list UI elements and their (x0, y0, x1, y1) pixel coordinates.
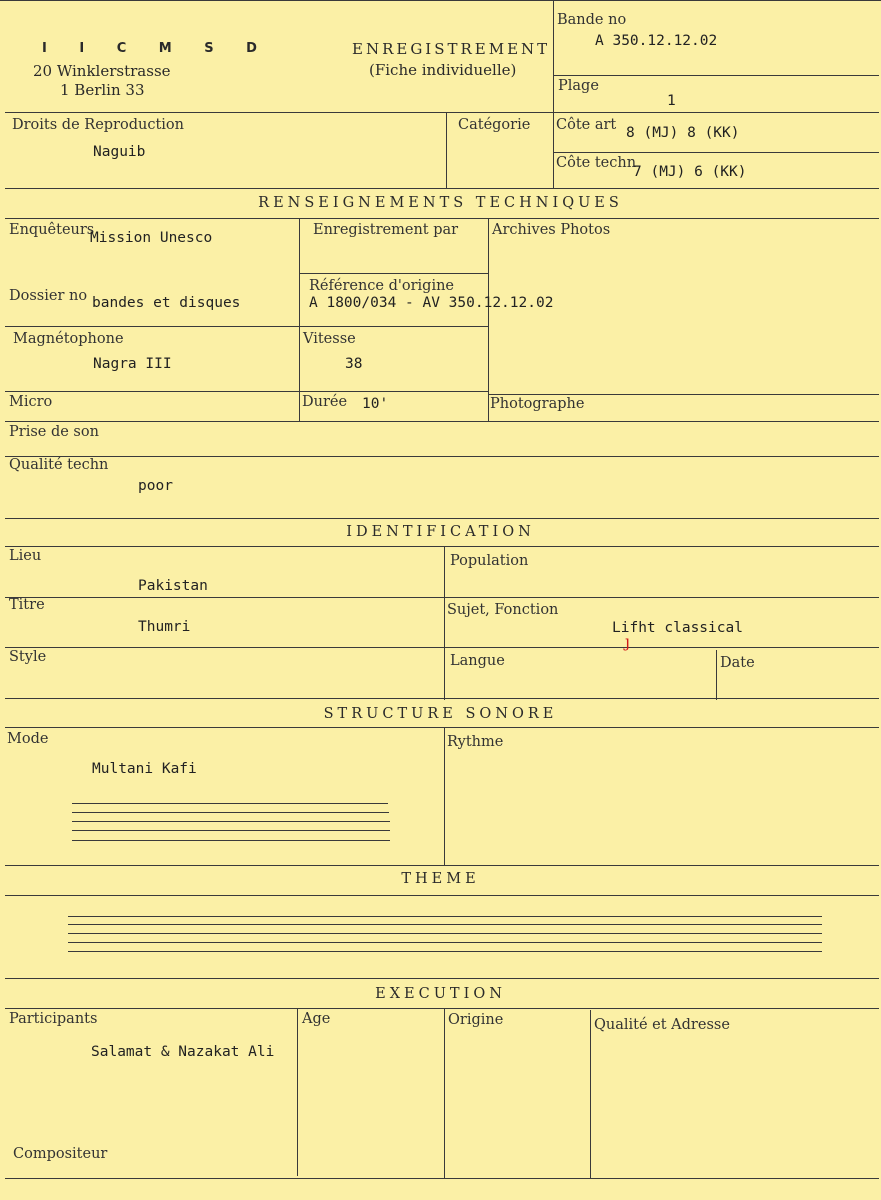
rule-bottom (5, 1178, 879, 1179)
rule-theme-bottom (5, 978, 879, 979)
rule-execution-title (5, 1008, 879, 1009)
qualite-adresse-label: Qualité et Adresse (594, 1017, 730, 1033)
mode-line-1 (72, 803, 388, 804)
rule-langue-date (716, 650, 717, 700)
rule-tech-col2 (488, 218, 489, 422)
dossier-value: bandes et disques (92, 295, 241, 311)
lieu-label: Lieu (9, 548, 42, 564)
lieu-value: Pakistan (138, 578, 208, 594)
section-structure-sonore: STRUCTURE SONORE (323, 706, 558, 722)
style-label: Style (9, 649, 47, 665)
photographe-label: Photographe (490, 396, 585, 412)
cote-art-value: 8 (MJ) 8 (KK) (626, 125, 740, 141)
droits-label: Droits de Reproduction (12, 117, 184, 133)
theme-line-3 (68, 933, 822, 934)
magnetophone-value: Nagra III (93, 356, 172, 372)
form-title: ENREGISTREMENT (352, 40, 551, 58)
rule-mode-rythme (444, 727, 445, 865)
theme-line-5 (68, 951, 822, 952)
red-correction-mark: ȷ (625, 632, 630, 651)
cote-techn-value: 7 (MJ) 6 (KK) (633, 164, 747, 180)
rule-magneto-micro (5, 391, 488, 392)
org-name: I I C M S D (42, 41, 271, 56)
mode-label: Mode (7, 731, 49, 747)
address-line-1: 20 Winklerstrasse (33, 62, 171, 80)
section-identification: IDENTIFICATION (346, 524, 535, 540)
origine-label: Origine (448, 1012, 504, 1028)
rule-header-right (553, 0, 554, 188)
theme-line-1 (68, 916, 822, 917)
reference-value: A 1800/034 - AV 350.12.12.02 (309, 295, 554, 311)
droits-value: Naguib (93, 144, 146, 160)
titre-value: Thumri (138, 619, 191, 635)
titre-label: Titre (9, 597, 45, 613)
population-label: Population (450, 553, 529, 569)
rule-cote (553, 152, 879, 153)
langue-label: Langue (450, 653, 505, 669)
rule-prise-bottom (5, 456, 879, 457)
duree-value: 10' (362, 396, 389, 412)
rule-exec-col2 (444, 1008, 445, 1178)
magnetophone-label: Magnétophone (13, 331, 124, 347)
cote-art-label: Côte art (556, 117, 617, 133)
rule-ident-col (444, 546, 445, 700)
mode-line-5 (72, 840, 390, 841)
theme-line-2 (68, 924, 822, 925)
rule-exec-col3 (590, 1010, 591, 1178)
section-theme: THEME (401, 871, 480, 887)
age-label: Age (302, 1011, 331, 1027)
plage-label: Plage (558, 78, 599, 94)
rule-micro-bottom (5, 421, 879, 422)
vitesse-value: 38 (345, 356, 363, 372)
archives-photos-label: Archives Photos (492, 222, 611, 238)
rule-style-bottom (5, 698, 879, 699)
dossier-label: Dossier no (9, 288, 88, 304)
theme-line-4 (68, 942, 822, 943)
bande-label: Bande no (557, 12, 627, 28)
enqueteurs-value: Mission Unesco (90, 230, 213, 246)
rule-rights-bottom (5, 188, 879, 189)
vitesse-label: Vitesse (303, 331, 356, 347)
plage-value: 1 (667, 93, 676, 109)
rule-ident-title (5, 546, 879, 547)
rule-enreg-ref (299, 273, 488, 274)
section-execution: EXECUTION (375, 986, 506, 1002)
duree-label: Durée (302, 394, 348, 410)
enqueteurs-label: Enquêteurs (9, 222, 95, 238)
rule-bande-plage (553, 75, 879, 76)
mode-value: Multani Kafi (92, 761, 197, 777)
rule-categorie-left (446, 112, 447, 188)
mode-line-4 (72, 830, 390, 831)
mode-line-3 (72, 821, 390, 822)
qualite-techn-label: Qualité techn (9, 457, 109, 473)
rule-lieu-titre (5, 597, 879, 598)
qualite-techn-value: poor (138, 478, 173, 494)
compositeur-label: Compositeur (13, 1146, 108, 1162)
participants-value: Salamat & Nazakat Ali (91, 1044, 275, 1060)
rule-qualite-bottom (5, 518, 879, 519)
form-subtitle: (Fiche individuelle) (369, 61, 517, 79)
rule-titre-style (5, 647, 879, 648)
participants-label: Participants (9, 1011, 98, 1027)
enregistrement-par-label: Enregistrement par (313, 222, 459, 238)
rule-tech-title (5, 218, 879, 219)
date-label: Date (720, 655, 755, 671)
rule-theme-title (5, 895, 879, 896)
categorie-label: Catégorie (458, 117, 531, 133)
cote-techn-label: Côte techn (556, 155, 637, 171)
mode-line-2 (72, 812, 389, 813)
rule-header-bottom (5, 112, 879, 113)
rule-top (0, 0, 881, 1)
address-line-2: 1 Berlin 33 (60, 81, 145, 99)
section-renseignements-techniques: RENSEIGNEMENTS TECHNIQUES (258, 195, 623, 211)
prise-de-son-label: Prise de son (9, 424, 99, 440)
rule-structure-title (5, 727, 879, 728)
rule-structure-bottom (5, 865, 879, 866)
rythme-label: Rythme (447, 734, 504, 750)
reference-label: Référence d'origine (309, 278, 455, 294)
rule-exec-col1 (297, 1008, 298, 1176)
bande-value: A 350.12.12.02 (595, 33, 718, 49)
rule-dossier-magneto (5, 326, 488, 327)
sujet-fonction-value: Lifht classical (612, 620, 743, 636)
sujet-fonction-label: Sujet, Fonction (447, 602, 559, 618)
micro-label: Micro (9, 394, 53, 410)
